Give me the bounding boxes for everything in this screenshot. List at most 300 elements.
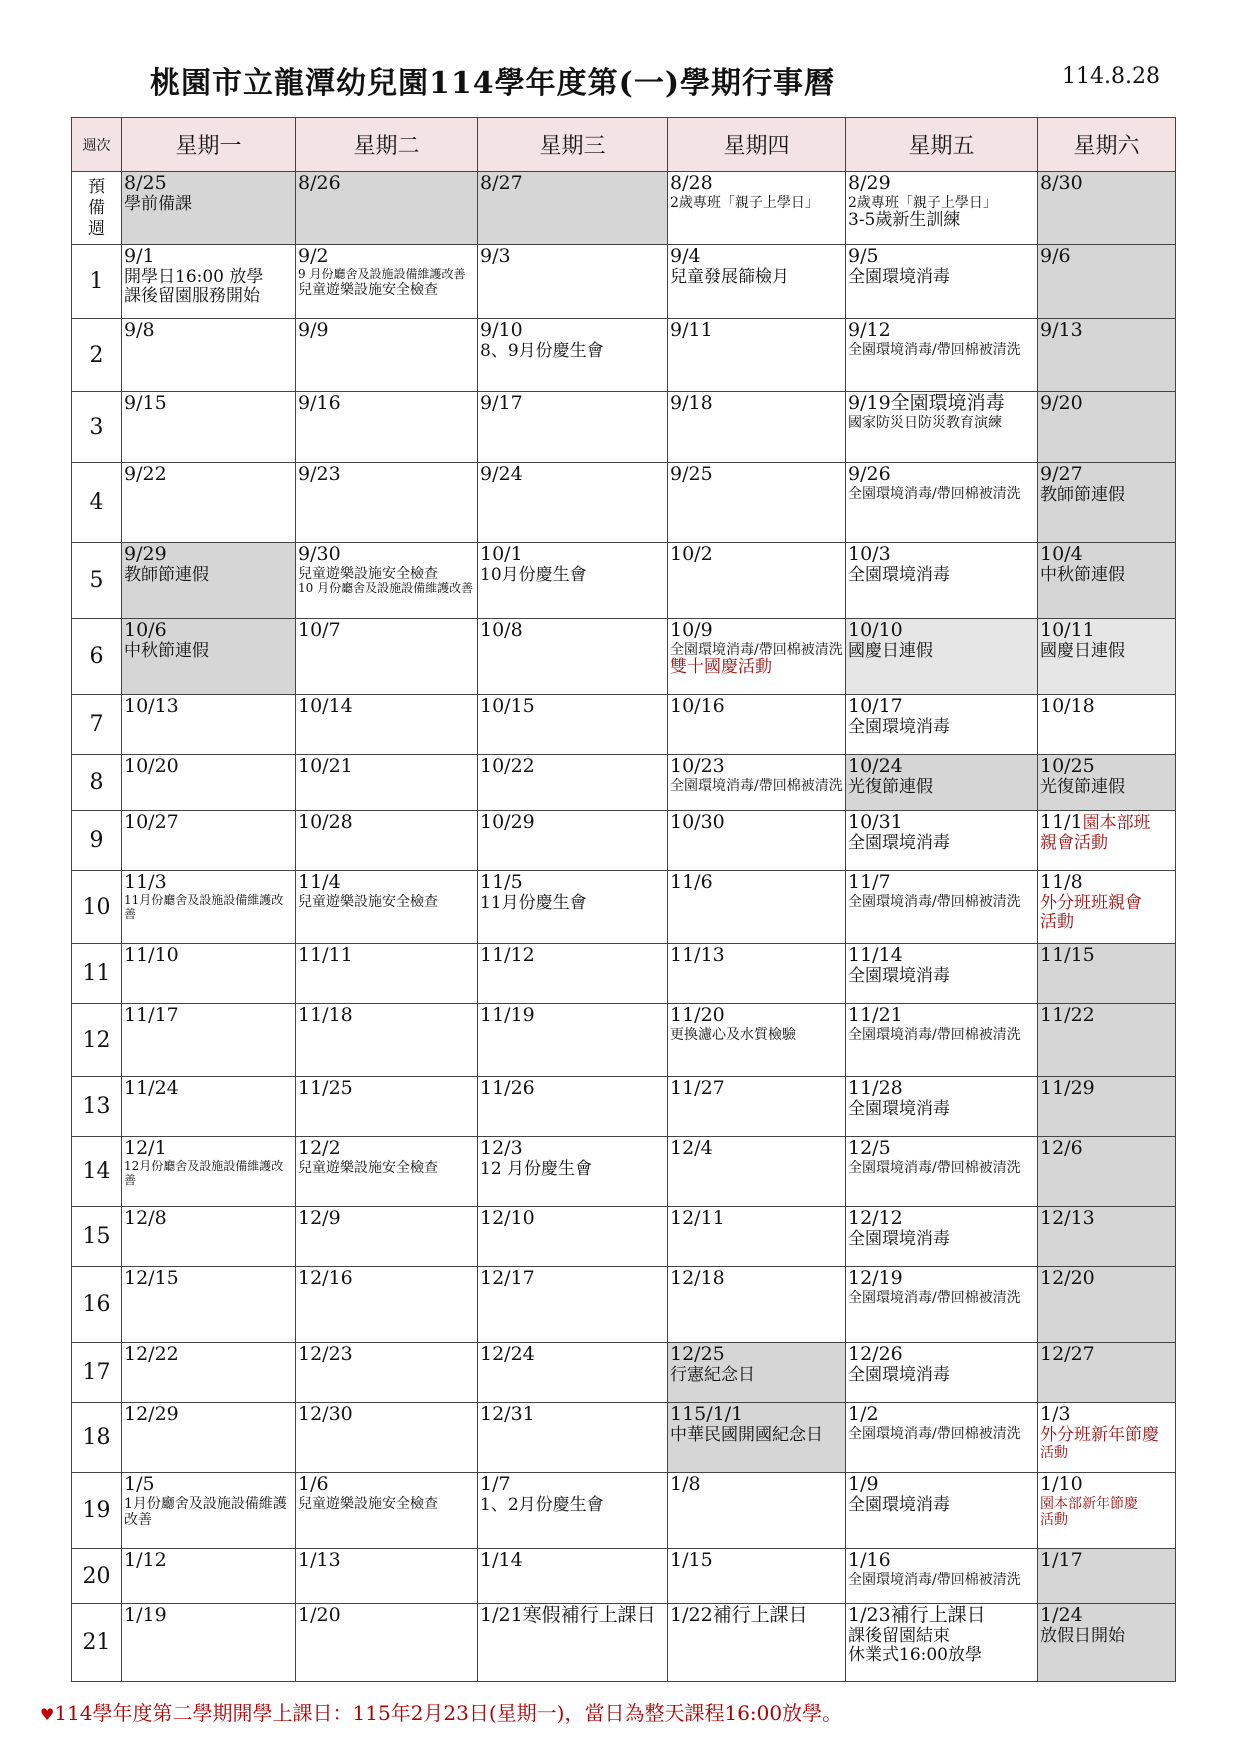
week-number: 11 <box>72 944 122 1004</box>
event-text: 1、2月份慶生會 <box>480 1494 604 1515</box>
week-number: 8 <box>72 755 122 811</box>
date-label: 11/14 <box>848 944 903 966</box>
event-text: 11月份廳舍及設施設備維護改善 <box>124 892 284 921</box>
event-text: 全園環境消毒 <box>848 1494 950 1515</box>
date-label: 10/16 <box>670 695 725 717</box>
date-label: 10/8 <box>480 619 523 641</box>
date-label: 1/20 <box>298 1604 341 1626</box>
week-row <box>72 1267 1176 1343</box>
day-cell-wednesday <box>478 172 668 245</box>
day-cell-friday <box>846 755 1038 811</box>
week-number: 20 <box>72 1549 122 1604</box>
date-label: 12/10 <box>480 1207 535 1229</box>
week-number: 9 <box>72 811 122 871</box>
event-text: 國慶日連假 <box>1040 640 1125 661</box>
date-label: 8/29 <box>848 172 891 194</box>
day-cell-monday <box>122 871 296 944</box>
day-cell-thursday <box>668 245 846 319</box>
date-label: 12/13 <box>1040 1207 1095 1229</box>
day-cell-thursday <box>668 811 846 871</box>
event-text: 全園環境消毒 <box>848 266 950 287</box>
date-label: 11/5 <box>480 871 523 893</box>
day-cell-monday <box>122 1137 296 1207</box>
day-cell-friday <box>846 172 1038 245</box>
date-label: 1/21寒假補行上課日 <box>480 1604 656 1626</box>
date-label: 12/16 <box>298 1267 353 1289</box>
day-cell-saturday <box>1038 619 1176 695</box>
date-label: 12/3 <box>480 1137 523 1159</box>
event-text: 行憲紀念日 <box>670 1364 755 1385</box>
event-text: 全園環境消毒/帶回棉被清洗 <box>848 485 1021 502</box>
event-text: 園本部新年節慶 <box>1040 1495 1138 1512</box>
date-label: 9/29 <box>124 543 167 565</box>
date-label: 10/9 <box>670 619 713 641</box>
week-row <box>72 319 1176 392</box>
date-label: 10/27 <box>124 811 179 833</box>
day-cell-friday <box>846 871 1038 944</box>
event-text: 課後留園結束 <box>848 1625 950 1646</box>
date-label: 12/15 <box>124 1267 179 1289</box>
date-label: 9/16 <box>298 392 341 414</box>
week-row <box>72 543 1176 619</box>
day-cell-tuesday <box>296 1267 478 1343</box>
event-text: 雙十國慶活動 <box>670 656 772 677</box>
day-cell-saturday <box>1038 463 1176 543</box>
date-label: 9/15 <box>124 392 167 414</box>
day-cell-tuesday <box>296 1343 478 1403</box>
date-label: 8/25 <box>124 172 167 194</box>
day-cell-tuesday <box>296 392 478 463</box>
event-text: 中秋節連假 <box>1040 564 1125 585</box>
day-cell-saturday <box>1038 1343 1176 1403</box>
date-label: 11/1 <box>1040 811 1083 833</box>
day-cell-tuesday <box>296 172 478 245</box>
day-cell-saturday <box>1038 319 1176 392</box>
day-cell-tuesday <box>296 811 478 871</box>
date-label: 11/29 <box>1040 1077 1095 1099</box>
date-label: 12/24 <box>480 1343 535 1365</box>
day-cell-wednesday <box>478 1604 668 1682</box>
day-cell-monday <box>122 944 296 1004</box>
week-number: 18 <box>72 1403 122 1473</box>
date-label: 10/30 <box>670 811 725 833</box>
event-text: 12 月份慶生會 <box>480 1158 593 1179</box>
date-label: 9/18 <box>670 392 713 414</box>
date-label: 10/1 <box>480 543 523 565</box>
day-cell-monday <box>122 1604 296 1682</box>
date-label: 10/10 <box>848 619 903 641</box>
day-cell-wednesday <box>478 1549 668 1604</box>
day-cell-thursday <box>668 319 846 392</box>
date-label: 11/13 <box>670 944 725 966</box>
day-cell-monday <box>122 1004 296 1077</box>
day-cell-saturday <box>1038 871 1176 944</box>
date-label: 9/1 <box>124 245 155 267</box>
week-row <box>72 1604 1176 1682</box>
day-cell-saturday <box>1038 695 1176 755</box>
friday-header: 星期五 <box>846 118 1038 172</box>
day-cell-monday <box>122 1267 296 1343</box>
event-text: 兒童遊樂設施安全檢查 <box>298 1495 438 1512</box>
day-cell-tuesday <box>296 543 478 619</box>
day-cell-tuesday <box>296 463 478 543</box>
date-label: 12/17 <box>480 1267 535 1289</box>
date-label: 11/12 <box>480 944 535 966</box>
date-label: 1/2 <box>848 1403 879 1425</box>
event-text: 光復節連假 <box>848 776 933 797</box>
week-row <box>72 1549 1176 1604</box>
date-label: 10/21 <box>298 755 353 777</box>
day-cell-friday <box>846 1267 1038 1343</box>
week-row <box>72 619 1176 695</box>
week-row <box>72 695 1176 755</box>
date-label: 10/28 <box>298 811 353 833</box>
date-label: 12/29 <box>124 1403 179 1425</box>
week-number: 5 <box>72 543 122 619</box>
day-cell-wednesday <box>478 1343 668 1403</box>
day-cell-wednesday <box>478 755 668 811</box>
week-number: 16 <box>72 1267 122 1343</box>
day-cell-monday <box>122 1207 296 1267</box>
day-cell-monday <box>122 1473 296 1549</box>
day-cell-thursday <box>668 1604 846 1682</box>
wednesday-header: 星期三 <box>478 118 668 172</box>
date-label: 10/22 <box>480 755 535 777</box>
day-cell-saturday <box>1038 1207 1176 1267</box>
week-column-header: 週次 <box>72 118 122 172</box>
date-label: 1/6 <box>298 1473 329 1495</box>
week-number: 13 <box>72 1077 122 1137</box>
week-number: 12 <box>72 1004 122 1077</box>
day-cell-friday <box>846 392 1038 463</box>
date-label: 12/9 <box>298 1207 341 1229</box>
event-text: 親會活動 <box>1040 832 1108 853</box>
day-cell-wednesday <box>478 1137 668 1207</box>
event-text: 全園環境消毒/帶回棉被清洗 <box>848 1159 1021 1176</box>
date-label: 1/19 <box>124 1604 167 1626</box>
date-label: 1/14 <box>480 1549 523 1571</box>
week-row <box>72 1137 1176 1207</box>
week-row <box>72 1207 1176 1267</box>
day-cell-friday <box>846 1549 1038 1604</box>
day-cell-thursday <box>668 1267 846 1343</box>
day-cell-saturday <box>1038 1403 1176 1473</box>
date-label: 1/3 <box>1040 1403 1071 1425</box>
page-title: 桃園市立龍潭幼兒園114學年度第(一)學期行事曆 <box>150 66 836 101</box>
day-cell-friday <box>846 811 1038 871</box>
date-label: 11/8 <box>1040 871 1083 893</box>
date-label: 12/30 <box>298 1403 353 1425</box>
event-text: 1月份廳舍及設施設備維護 <box>124 1495 287 1512</box>
date-label: 1/12 <box>124 1549 167 1571</box>
week-number: 6 <box>72 619 122 695</box>
day-cell-friday <box>846 1604 1038 1682</box>
day-cell-tuesday <box>296 1403 478 1473</box>
event-text: 全園環境消毒 <box>848 716 950 737</box>
week-number: 1 <box>72 245 122 319</box>
day-cell-saturday <box>1038 944 1176 1004</box>
date-label: 8/27 <box>480 172 523 194</box>
date-label: 9/17 <box>480 392 523 414</box>
date-label: 10/13 <box>124 695 179 717</box>
date-label: 12/1 <box>124 1137 167 1159</box>
day-cell-wednesday <box>478 695 668 755</box>
event-text: 中秋節連假 <box>124 640 209 661</box>
date-label: 10/31 <box>848 811 903 833</box>
week-number: 7 <box>72 695 122 755</box>
day-cell-thursday <box>668 1077 846 1137</box>
event-text: 園本部班 <box>1082 813 1151 833</box>
date-label: 11/21 <box>848 1004 903 1026</box>
day-cell-monday <box>122 319 296 392</box>
event-text: 國慶日連假 <box>848 640 933 661</box>
event-text: 全園環境消毒/帶回棉被清洗 <box>848 1289 1021 1306</box>
date-label: 11/25 <box>298 1077 353 1099</box>
date-label: 1/22補行上課日 <box>670 1604 808 1626</box>
day-cell-friday <box>846 245 1038 319</box>
date-label: 9/26 <box>848 463 891 485</box>
date-label: 10/14 <box>298 695 353 717</box>
date-label: 12/11 <box>670 1207 725 1229</box>
date-label: 10/6 <box>124 619 167 641</box>
date-label: 10/17 <box>848 695 903 717</box>
date-label: 1/9 <box>848 1473 879 1495</box>
date-label: 9/11 <box>670 319 713 341</box>
day-cell-saturday <box>1038 1473 1176 1549</box>
day-cell-thursday <box>668 1549 846 1604</box>
date-label: 10/3 <box>848 543 891 565</box>
day-cell-monday <box>122 392 296 463</box>
week-number: 10 <box>72 871 122 944</box>
date-label: 11/10 <box>124 944 179 966</box>
day-cell-friday <box>846 463 1038 543</box>
day-cell-thursday <box>668 1137 846 1207</box>
date-label: 10/15 <box>480 695 535 717</box>
date-label: 12/4 <box>670 1137 713 1159</box>
date-label: 12/8 <box>124 1207 167 1229</box>
week-number: 2 <box>72 319 122 392</box>
date-label: 11/19 <box>480 1004 535 1026</box>
date-label: 9/2 <box>298 245 329 267</box>
day-cell-friday <box>846 1004 1038 1077</box>
event-text: 全園環境消毒 <box>848 1364 950 1385</box>
revision-date: 114.8.28 <box>1062 64 1160 89</box>
date-label: 1/17 <box>1040 1549 1083 1571</box>
event-text: 全園環境消毒/帶回棉被清洗 <box>848 1425 1021 1442</box>
event-text: 全園環境消毒/帶回棉被清洗 <box>670 641 843 658</box>
day-cell-friday <box>846 1343 1038 1403</box>
day-cell-monday <box>122 245 296 319</box>
date-label: 9/19全園環境消毒 <box>848 392 1005 414</box>
date-label: 9/24 <box>480 463 523 485</box>
day-cell-friday <box>846 944 1038 1004</box>
date-label: 10/7 <box>298 619 341 641</box>
date-label: 11/26 <box>480 1077 535 1099</box>
day-cell-tuesday <box>296 1473 478 1549</box>
day-cell-wednesday <box>478 1207 668 1267</box>
event-text: 12月份廳舍及設施設備維護改善 <box>124 1158 284 1187</box>
event-text: 課後留園服務開始 <box>124 286 260 307</box>
week-row <box>72 811 1176 871</box>
week-number: 4 <box>72 463 122 543</box>
date-label: 11/3 <box>124 871 167 893</box>
day-cell-wednesday <box>478 543 668 619</box>
date-label: 11/15 <box>1040 944 1095 966</box>
week-number: 3 <box>72 392 122 463</box>
week-row <box>72 1077 1176 1137</box>
day-cell-thursday <box>668 543 846 619</box>
date-label: 10/29 <box>480 811 535 833</box>
date-label: 10/23 <box>670 755 725 777</box>
date-label: 9/10 <box>480 319 523 341</box>
date-label: 11/18 <box>298 1004 353 1026</box>
event-text: 兒童遊樂設施安全檢查 <box>298 893 438 910</box>
event-text: 兒童遊樂設施安全檢查 <box>298 281 438 298</box>
day-cell-monday <box>122 695 296 755</box>
day-cell-monday <box>122 1343 296 1403</box>
date-label: 1/5 <box>124 1473 155 1495</box>
footer-note <box>40 1697 842 1726</box>
day-cell-saturday <box>1038 172 1176 245</box>
date-label: 1/15 <box>670 1549 713 1571</box>
date-label: 11/6 <box>670 871 713 893</box>
date-label: 1/16 <box>848 1549 891 1571</box>
week-row <box>72 1343 1176 1403</box>
week-row <box>72 172 1176 245</box>
day-cell-thursday <box>668 755 846 811</box>
day-cell-saturday <box>1038 1604 1176 1682</box>
week-row <box>72 1473 1176 1549</box>
event-text: 全園環境消毒 <box>848 832 950 853</box>
day-cell-wednesday <box>478 392 668 463</box>
date-label: 10/11 <box>1040 619 1095 641</box>
event-text: 全園環境消毒 <box>848 965 950 986</box>
day-cell-monday <box>122 1077 296 1137</box>
event-text: 9 月份廳舍及設施設備維護改善 <box>298 266 466 281</box>
date-label: 1/24 <box>1040 1604 1083 1626</box>
day-cell-wednesday <box>478 811 668 871</box>
day-cell-thursday <box>668 619 846 695</box>
date-label: 11/28 <box>848 1077 903 1099</box>
date-label: 1/8 <box>670 1473 701 1495</box>
day-cell-friday <box>846 1077 1038 1137</box>
week-number: 19 <box>72 1473 122 1549</box>
event-text: 10 月份廳舍及設施設備維護改善 <box>298 580 474 595</box>
date-label: 12/31 <box>480 1403 535 1425</box>
date-label: 115/1/1 <box>670 1403 744 1425</box>
date-label: 11/22 <box>1040 1004 1095 1026</box>
header-row <box>72 118 1176 172</box>
day-cell-thursday <box>668 463 846 543</box>
day-cell-wednesday <box>478 1267 668 1343</box>
date-label: 11/17 <box>124 1004 179 1026</box>
date-label: 9/5 <box>848 245 879 267</box>
day-cell-monday <box>122 172 296 245</box>
day-cell-wednesday <box>478 1077 668 1137</box>
day-cell-friday <box>846 543 1038 619</box>
date-label: 11/11 <box>298 944 353 966</box>
monday-header: 星期一 <box>122 118 296 172</box>
day-cell-saturday <box>1038 1137 1176 1207</box>
week-row <box>72 944 1176 1004</box>
event-text: 教師節連假 <box>1040 484 1125 505</box>
day-cell-saturday <box>1038 392 1176 463</box>
day-cell-monday <box>122 1549 296 1604</box>
day-cell-thursday <box>668 172 846 245</box>
school-calendar-table <box>71 117 1176 1682</box>
event-text: 8、9月份慶生會 <box>480 340 604 361</box>
date-label: 9/13 <box>1040 319 1083 341</box>
day-cell-friday <box>846 1207 1038 1267</box>
event-text: 中華民國開國紀念日 <box>670 1424 823 1445</box>
event-text: 休業式16:00放學 <box>848 1645 982 1666</box>
date-label: 12/27 <box>1040 1343 1095 1365</box>
event-text: 全園環境消毒 <box>848 1228 950 1249</box>
date-label: 9/23 <box>298 463 341 485</box>
heart-icon: ♥ <box>40 1705 55 1724</box>
event-text: 更換濾心及水質檢驗 <box>670 1026 796 1043</box>
day-cell-thursday <box>668 1473 846 1549</box>
date-label: 12/22 <box>124 1343 179 1365</box>
day-cell-wednesday <box>478 1473 668 1549</box>
day-cell-tuesday <box>296 319 478 392</box>
date-label: 9/22 <box>124 463 167 485</box>
day-cell-tuesday <box>296 245 478 319</box>
week-number: 14 <box>72 1137 122 1207</box>
day-cell-saturday <box>1038 811 1176 871</box>
day-cell-wednesday <box>478 619 668 695</box>
date-label: 10/4 <box>1040 543 1083 565</box>
date-label: 12/18 <box>670 1267 725 1289</box>
date-label: 9/4 <box>670 245 701 267</box>
date-label: 12/2 <box>298 1137 341 1159</box>
date-label: 11/4 <box>298 871 341 893</box>
date-label: 1/13 <box>298 1549 341 1571</box>
date-label: 11/7 <box>848 871 891 893</box>
day-cell-thursday <box>668 1343 846 1403</box>
event-text: 全園環境消毒 <box>848 564 950 585</box>
day-cell-tuesday <box>296 1604 478 1682</box>
date-label: 12/6 <box>1040 1137 1083 1159</box>
week-row <box>72 245 1176 319</box>
day-cell-wednesday <box>478 463 668 543</box>
event-text: 全園環境消毒/帶回棉被清洗 <box>848 1571 1021 1588</box>
day-cell-friday <box>846 695 1038 755</box>
day-cell-tuesday <box>296 1004 478 1077</box>
event-text: 活動 <box>1040 1445 1068 1462</box>
day-cell-friday <box>846 1403 1038 1473</box>
date-label: 9/25 <box>670 463 713 485</box>
event-text: 學前備課 <box>124 193 192 214</box>
date-label: 8/30 <box>1040 172 1083 194</box>
date-label: 10/18 <box>1040 695 1095 717</box>
event-text: 全園環境消毒 <box>848 1098 950 1119</box>
day-cell-wednesday <box>478 245 668 319</box>
date-label: 10/25 <box>1040 755 1095 777</box>
week-number: 21 <box>72 1604 122 1682</box>
event-text: 11月份慶生會 <box>480 892 587 913</box>
day-cell-friday <box>846 619 1038 695</box>
week-row <box>72 463 1176 543</box>
event-text: 3-5歲新生訓練 <box>848 209 961 230</box>
event-text: 10月份慶生會 <box>480 564 587 585</box>
date-label: 12/23 <box>298 1343 353 1365</box>
date-label: 11/27 <box>670 1077 725 1099</box>
date-label: 12/20 <box>1040 1267 1095 1289</box>
week-number: 17 <box>72 1343 122 1403</box>
date-label: 10/20 <box>124 755 179 777</box>
day-cell-tuesday <box>296 1549 478 1604</box>
